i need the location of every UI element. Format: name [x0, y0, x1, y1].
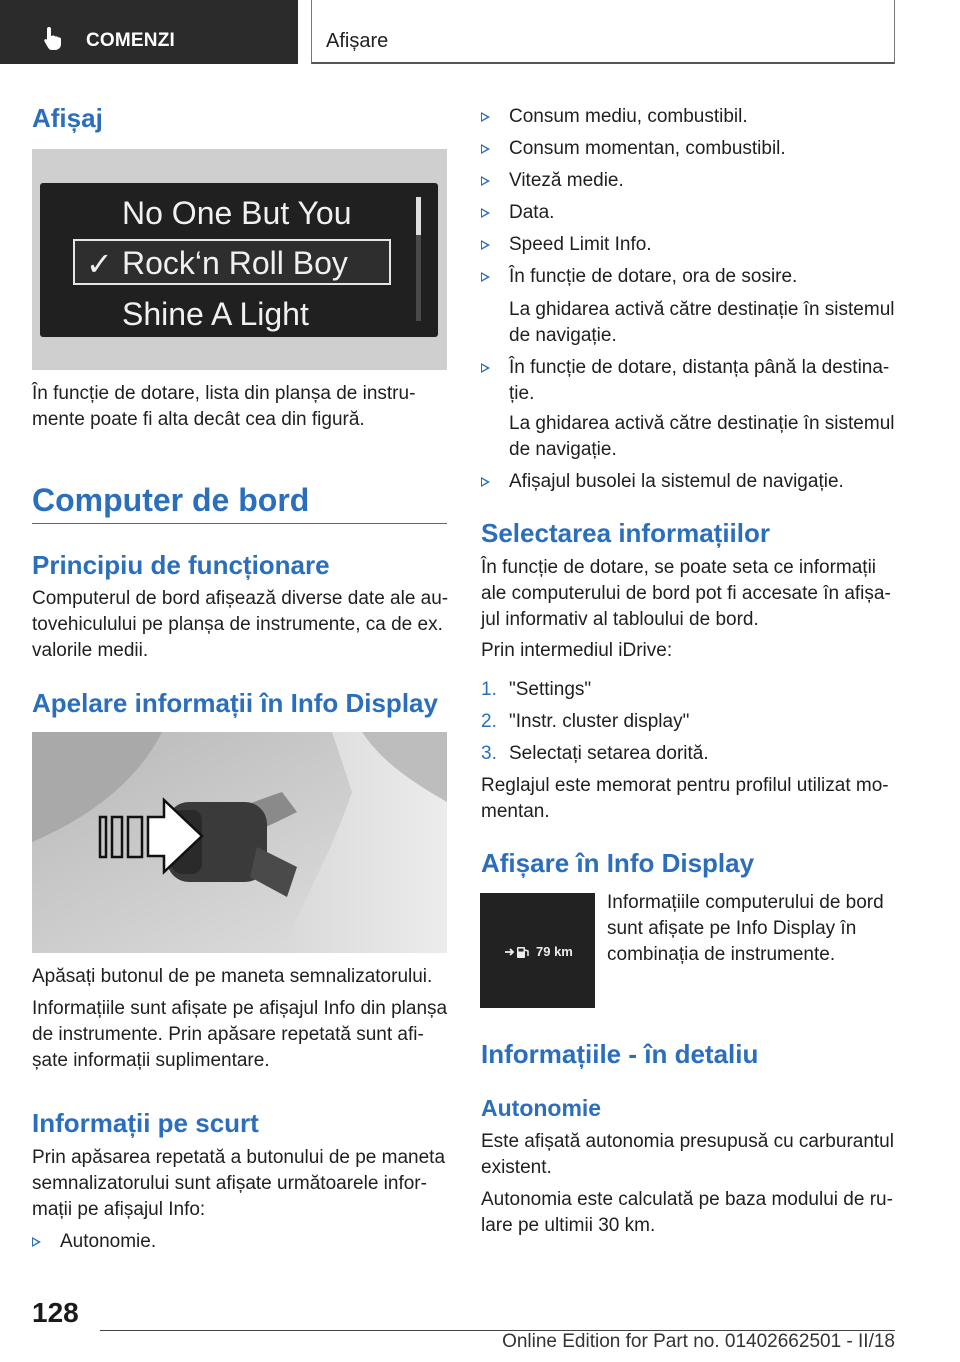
heading-afisare-info-display: Afișare în Info Display — [481, 848, 755, 878]
paragraph-line: valorile medii. — [32, 640, 149, 661]
section-tab — [0, 0, 298, 64]
figure-turn-signal-lever — [32, 732, 447, 953]
list-item: Data. — [481, 200, 896, 226]
paragraph-line: jul informativ al tabloului de bord. — [481, 609, 759, 630]
paragraph-line: Autonomia este calculată pe baza modului de ru‐ — [481, 1189, 893, 1210]
heading-principiu: Principiu de funcționare — [32, 550, 330, 580]
caption-line: mente poate fi alta decât cea din figură. — [32, 409, 365, 430]
list-item: Rock‘n Roll Boy — [122, 245, 348, 281]
heading-apelare: Apelare informații în Info Display — [32, 688, 438, 718]
list-item: Consum momentan, combustibil. — [481, 136, 896, 162]
paragraph-line: La ghidarea activă către destinație în sistemul — [509, 299, 895, 320]
fuel-range-icon — [504, 945, 532, 959]
paragraph-line: Informațiile computerului de bord — [607, 892, 884, 913]
list-item: Afișajul busolei la sistemul de navigație. — [481, 469, 896, 495]
hand-pointer-icon — [40, 25, 66, 51]
triangle-bullet-icon — [481, 363, 490, 373]
lever-illustration — [32, 732, 447, 953]
triangle-bullet-icon — [481, 272, 490, 282]
checkmark-icon: ✓ — [86, 246, 113, 282]
paragraph-line: Computerul de bord afișează diverse date ale au‐ — [32, 588, 449, 609]
paragraph-line: semnalizatorului sunt afișate următoarele infor‐ — [32, 1173, 427, 1194]
triangle-bullet-icon — [481, 208, 490, 218]
paragraph-line: de navigație. — [509, 439, 617, 460]
paragraph-line: de navigație. — [509, 325, 617, 346]
page-number: 128 — [32, 1297, 79, 1328]
paragraph-line: Este afișată autonomia presupusă cu carburantul — [481, 1131, 894, 1152]
step-item: 3. Selectați setarea dorită. — [481, 743, 709, 764]
paragraph-line: ale computerului de bord pot fi accesate în afișa‐ — [481, 583, 891, 604]
paragraph-line: Prin apăsarea repetată a butonului de pe maneta — [32, 1147, 446, 1168]
heading-afisaj: Afișaj — [32, 103, 103, 133]
paragraph-line: șate informații suplimentare. — [32, 1050, 270, 1071]
paragraph-line: Prin intermediul iDrive: — [481, 640, 673, 661]
heading-selectarea: Selectarea informațiilor — [481, 518, 770, 548]
scroll-thumb — [416, 197, 421, 235]
paragraph-line: mentan. — [481, 801, 550, 822]
paragraph-line: ție. — [509, 383, 535, 404]
figure-display-list — [32, 149, 447, 370]
list-item: Speed Limit Info. — [481, 232, 896, 258]
list-item: Autonomie. — [32, 1229, 447, 1255]
triangle-bullet-icon — [481, 176, 490, 186]
triangle-bullet-icon — [32, 1237, 41, 1247]
paragraph-line: de instrumente. Prin apăsare repetată sunt afi‐ — [32, 1024, 424, 1045]
paragraph-line: sunt afișate pe Info Display în — [607, 918, 857, 939]
figure-range-display — [480, 893, 595, 1008]
triangle-bullet-icon — [481, 144, 490, 154]
heading-rule — [32, 523, 447, 524]
triangle-bullet-icon — [481, 240, 490, 250]
display-screen — [40, 183, 438, 337]
heading-informatiile-in-detaliu: Informațiile - în detaliu — [481, 1039, 759, 1069]
paragraph-line: În funcție de dotare, se poate seta ce informații — [481, 557, 877, 578]
caption-line: În funcție de dotare, lista din planșa de instru‐ — [32, 383, 416, 404]
paragraph-line: mații pe afișajul Info: — [32, 1199, 206, 1220]
range-value: 79 km — [536, 944, 573, 959]
paragraph-line: tovehiculului pe planșa de instrumente, ca de ex. — [32, 614, 443, 635]
paragraph-line: Reglajul este memorat pentru profilul utilizat mo‐ — [481, 775, 889, 796]
paragraph-line: combinația de instrumente. — [607, 944, 836, 965]
triangle-bullet-icon — [481, 112, 490, 122]
list-item: Shine A Light — [122, 296, 309, 332]
heading-computer-de-bord: Computer de bord — [32, 482, 310, 518]
paragraph-line: Informațiile sunt afișate pe afișajul Info din planșa — [32, 998, 448, 1019]
edition-note: Online Edition for Part no. 01402662501 - II/18 — [502, 1331, 895, 1352]
paragraph-line: Apăsați butonul de pe maneta semnalizatorului. — [32, 966, 433, 987]
list-item: Viteză medie. — [481, 168, 896, 194]
list-item: Consum mediu, combustibil. — [481, 104, 896, 130]
step-item: 1. "Settings" — [481, 679, 592, 700]
page-label: Afișare — [326, 30, 389, 52]
list-item: În funcție de dotare, distanța până la destina‐ — [481, 355, 896, 381]
paragraph-line: La ghidarea activă către destinație în sistemul — [509, 413, 895, 434]
step-item: 2. "Instr. cluster display" — [481, 711, 690, 732]
paragraph-line: lare pe ultimii 30 km. — [481, 1215, 656, 1236]
list-item: No One But You — [122, 195, 352, 231]
section-label: COMENZI — [86, 30, 176, 51]
heading-informatii-pe-scurt: Informații pe scurt — [32, 1108, 259, 1138]
list-item: În funcție de dotare, ora de sosire. — [481, 264, 896, 290]
heading-autonomie: Autonomie — [481, 1095, 602, 1121]
paragraph-line: existent. — [481, 1157, 552, 1178]
triangle-bullet-icon — [481, 477, 490, 487]
page-header — [311, 0, 895, 64]
